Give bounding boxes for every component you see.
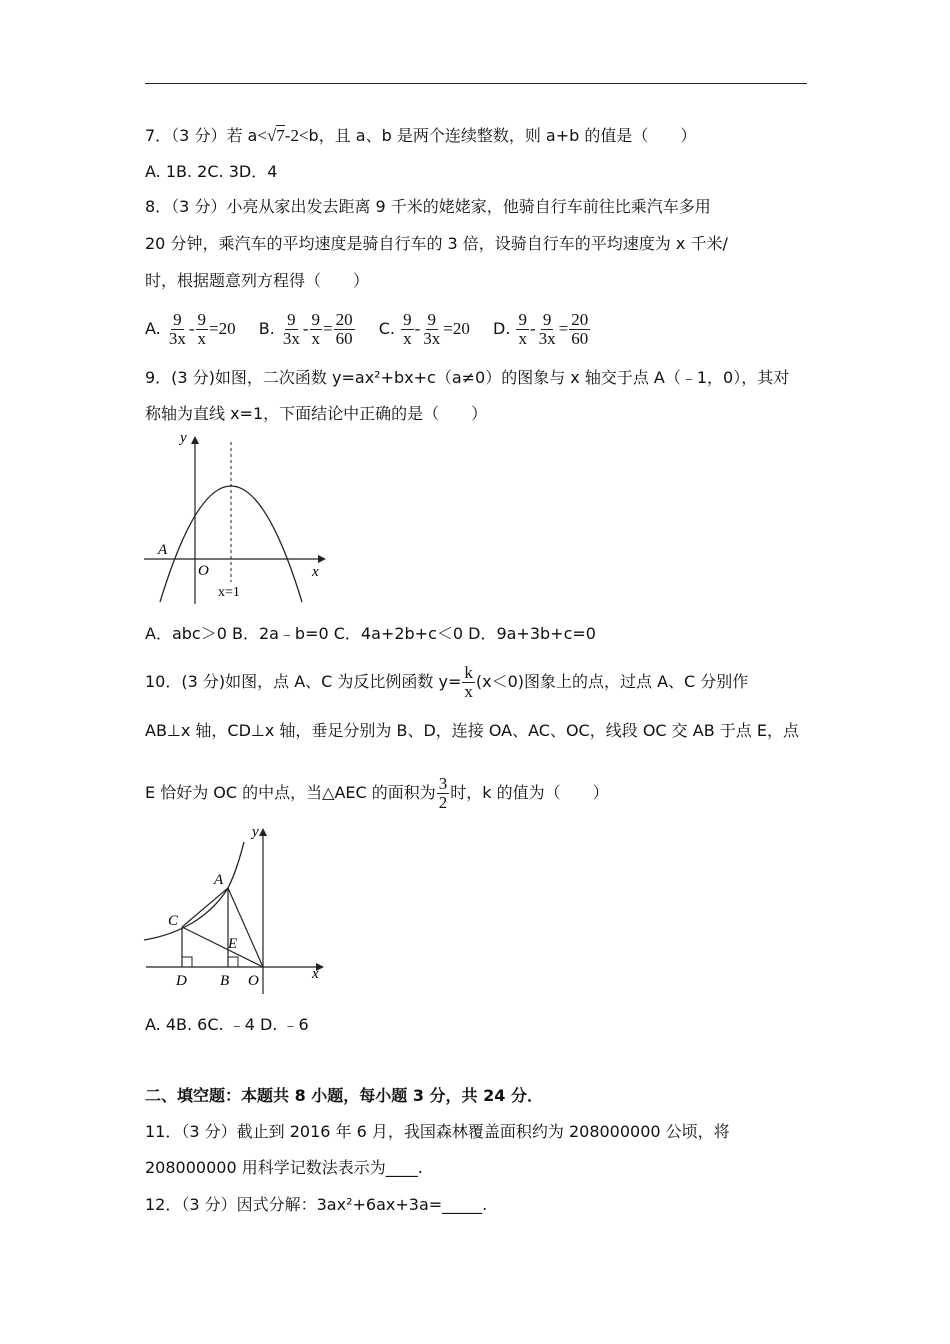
q8-a-frac1: $\frac{9}{3x}$ (168, 310, 186, 348)
q9-label-axis: x=1 (218, 585, 240, 600)
q7-minus2: -2 (284, 126, 299, 145)
q9-label-a: A (158, 542, 168, 558)
q8-option-c (379, 309, 470, 349)
q10-segment-oa (228, 888, 263, 967)
q10-right-angle-d (182, 957, 192, 967)
q7-stem (145, 125, 696, 147)
q8-line3: 时，根据题意列方程得（ ） (145, 271, 370, 290)
q9-label-x: x (312, 564, 319, 580)
q10-area-frac: $\frac{3}{2}$ (438, 774, 448, 812)
q8-b-frac1: $\frac{9}{3x}$ (282, 310, 300, 348)
q9-line2: 称轴为直线 x=1，下面结论中正确的是（ ） (145, 404, 488, 423)
q8-b-rhs: $\frac{20}{60}$ (335, 310, 353, 348)
q8-a-frac2: $\frac{9}{x}$ (197, 310, 207, 348)
q9-label-y: y (180, 430, 187, 446)
q8-a-rhs: =20 (209, 319, 236, 338)
q10-label-a: A (214, 872, 224, 888)
q7-radicand: 7 (276, 126, 285, 145)
q9-line1: 9．(3 分)如图，二次函数 y=ax²+bx+c（a≠0）的图象与 x 轴交于点 A（﹣1，0），其对 (145, 368, 790, 387)
q10-line3-pre: E 恰好为 OC 的中点，当△AEC 的面积为 (145, 783, 436, 802)
q8-c-frac2: $\frac{9}{3x}$ (423, 310, 441, 348)
q7-lt1: < (257, 126, 267, 145)
q9-label-o: O (198, 563, 209, 579)
q8-d-label: D. (492, 319, 511, 338)
q8-line1: 8．（3 分）小亮从家出发去距离 9 千米的姥姥家，他骑自行车前往比乘汽车多用 (145, 197, 711, 216)
header-rule (145, 83, 807, 84)
q8-b-label: B. (258, 319, 275, 338)
q7-rest: b，且 a、b 是两个连续整数，则 a+b 的值是（ ） (308, 126, 697, 145)
q8-c-op: - (414, 319, 421, 338)
q7-lt2: < (298, 126, 309, 145)
q11-line1: 11．（3 分）截止到 2016 年 6 月，我国森林覆盖面积约为 208000000 公顷，将 (145, 1122, 730, 1141)
q8-option-d (493, 309, 591, 349)
q8-c-rhs: =20 (443, 319, 470, 338)
q8-option-b (259, 309, 356, 349)
q10-segment-oc (182, 927, 263, 967)
section2-title: 二、填空题：本题共 8 小题，每小题 3 分，共 24 分． (145, 1086, 543, 1105)
q8-b-op: - (302, 319, 309, 338)
q8-b-frac2: $\frac{9}{x}$ (311, 310, 321, 348)
q7-prefix: 7．（3 分）若 a (145, 126, 258, 145)
q8-options (145, 309, 591, 349)
q11-line2: 208000000 用科学记数法表示为____. (145, 1158, 423, 1177)
q9-x-arrow (318, 555, 326, 563)
q9-parabola-figure (140, 430, 340, 610)
q8-b-eq: = (323, 319, 333, 338)
q8-c-label: C. (378, 319, 395, 338)
q10-label-d: D (176, 973, 187, 989)
q10-line3-post: 时，k 的值为（ ） (450, 783, 609, 802)
q10-right-angle-b (228, 957, 238, 967)
q10-segment-ac (182, 888, 228, 927)
q8-a-label: A. (145, 319, 161, 338)
q8-d-frac2: $\frac{9}{3x}$ (538, 310, 556, 348)
q10-options: A. 4B. 6C. ﹣4 D. ﹣6 (145, 1015, 309, 1034)
q8-c-frac1: $\frac{9}{x}$ (403, 310, 412, 348)
q8-d-frac1: $\frac{9}{x}$ (518, 310, 527, 348)
q7-options: A. 1B. 2C. 3D．4 (145, 162, 278, 181)
q10-line1 (145, 662, 748, 702)
q10-line3 (145, 773, 609, 813)
q8-line2: 20 分钟，乘汽车的平均速度是骑自行车的 3 倍，设骑自行车的平均速度为 x 千米/ (145, 234, 728, 253)
q10-label-o: O (248, 973, 259, 989)
q8-a-op: - (188, 319, 195, 338)
q10-line1-pre: 10．(3 分)如图，点 A、C 为反比例函数 y= (145, 672, 462, 691)
q9-options: A．abc＞0 B．2a﹣b=0 C．4a+2b+c＜0 D．9a+3b+c=0 (145, 624, 596, 643)
q9-y-arrow (191, 436, 199, 444)
q10-k-over-x: $\frac{k}{x}$ (464, 663, 473, 701)
q8-d-eq: = (558, 319, 569, 338)
q10-line1-post: (x＜0)图象上的点，过点 A、C 分别作 (475, 672, 749, 691)
q10-label-c: C (168, 913, 179, 929)
q8-d-op: - (529, 319, 536, 338)
q10-label-y: y (252, 824, 259, 840)
q8-option-a (145, 309, 236, 349)
q10-line2: AB⊥x 轴，CD⊥x 轴，垂足分别为 B、D，连接 OA、AC、OC，线段 OC 交 AB 于点 E，点 (145, 721, 799, 740)
q10-label-x: x (312, 966, 319, 982)
q10-hyperbola-figure (140, 822, 340, 994)
q12-line1: 12．（3 分）因式分解：3ax²+6ax+3a=_____. (145, 1195, 488, 1214)
q8-d-rhs: $\frac{20}{60}$ (571, 310, 589, 348)
q10-label-e: E (228, 936, 238, 952)
q10-label-b: B (220, 973, 230, 989)
q10-y-arrow (259, 828, 267, 836)
q7-sqrt-symbol: √ (266, 126, 277, 145)
